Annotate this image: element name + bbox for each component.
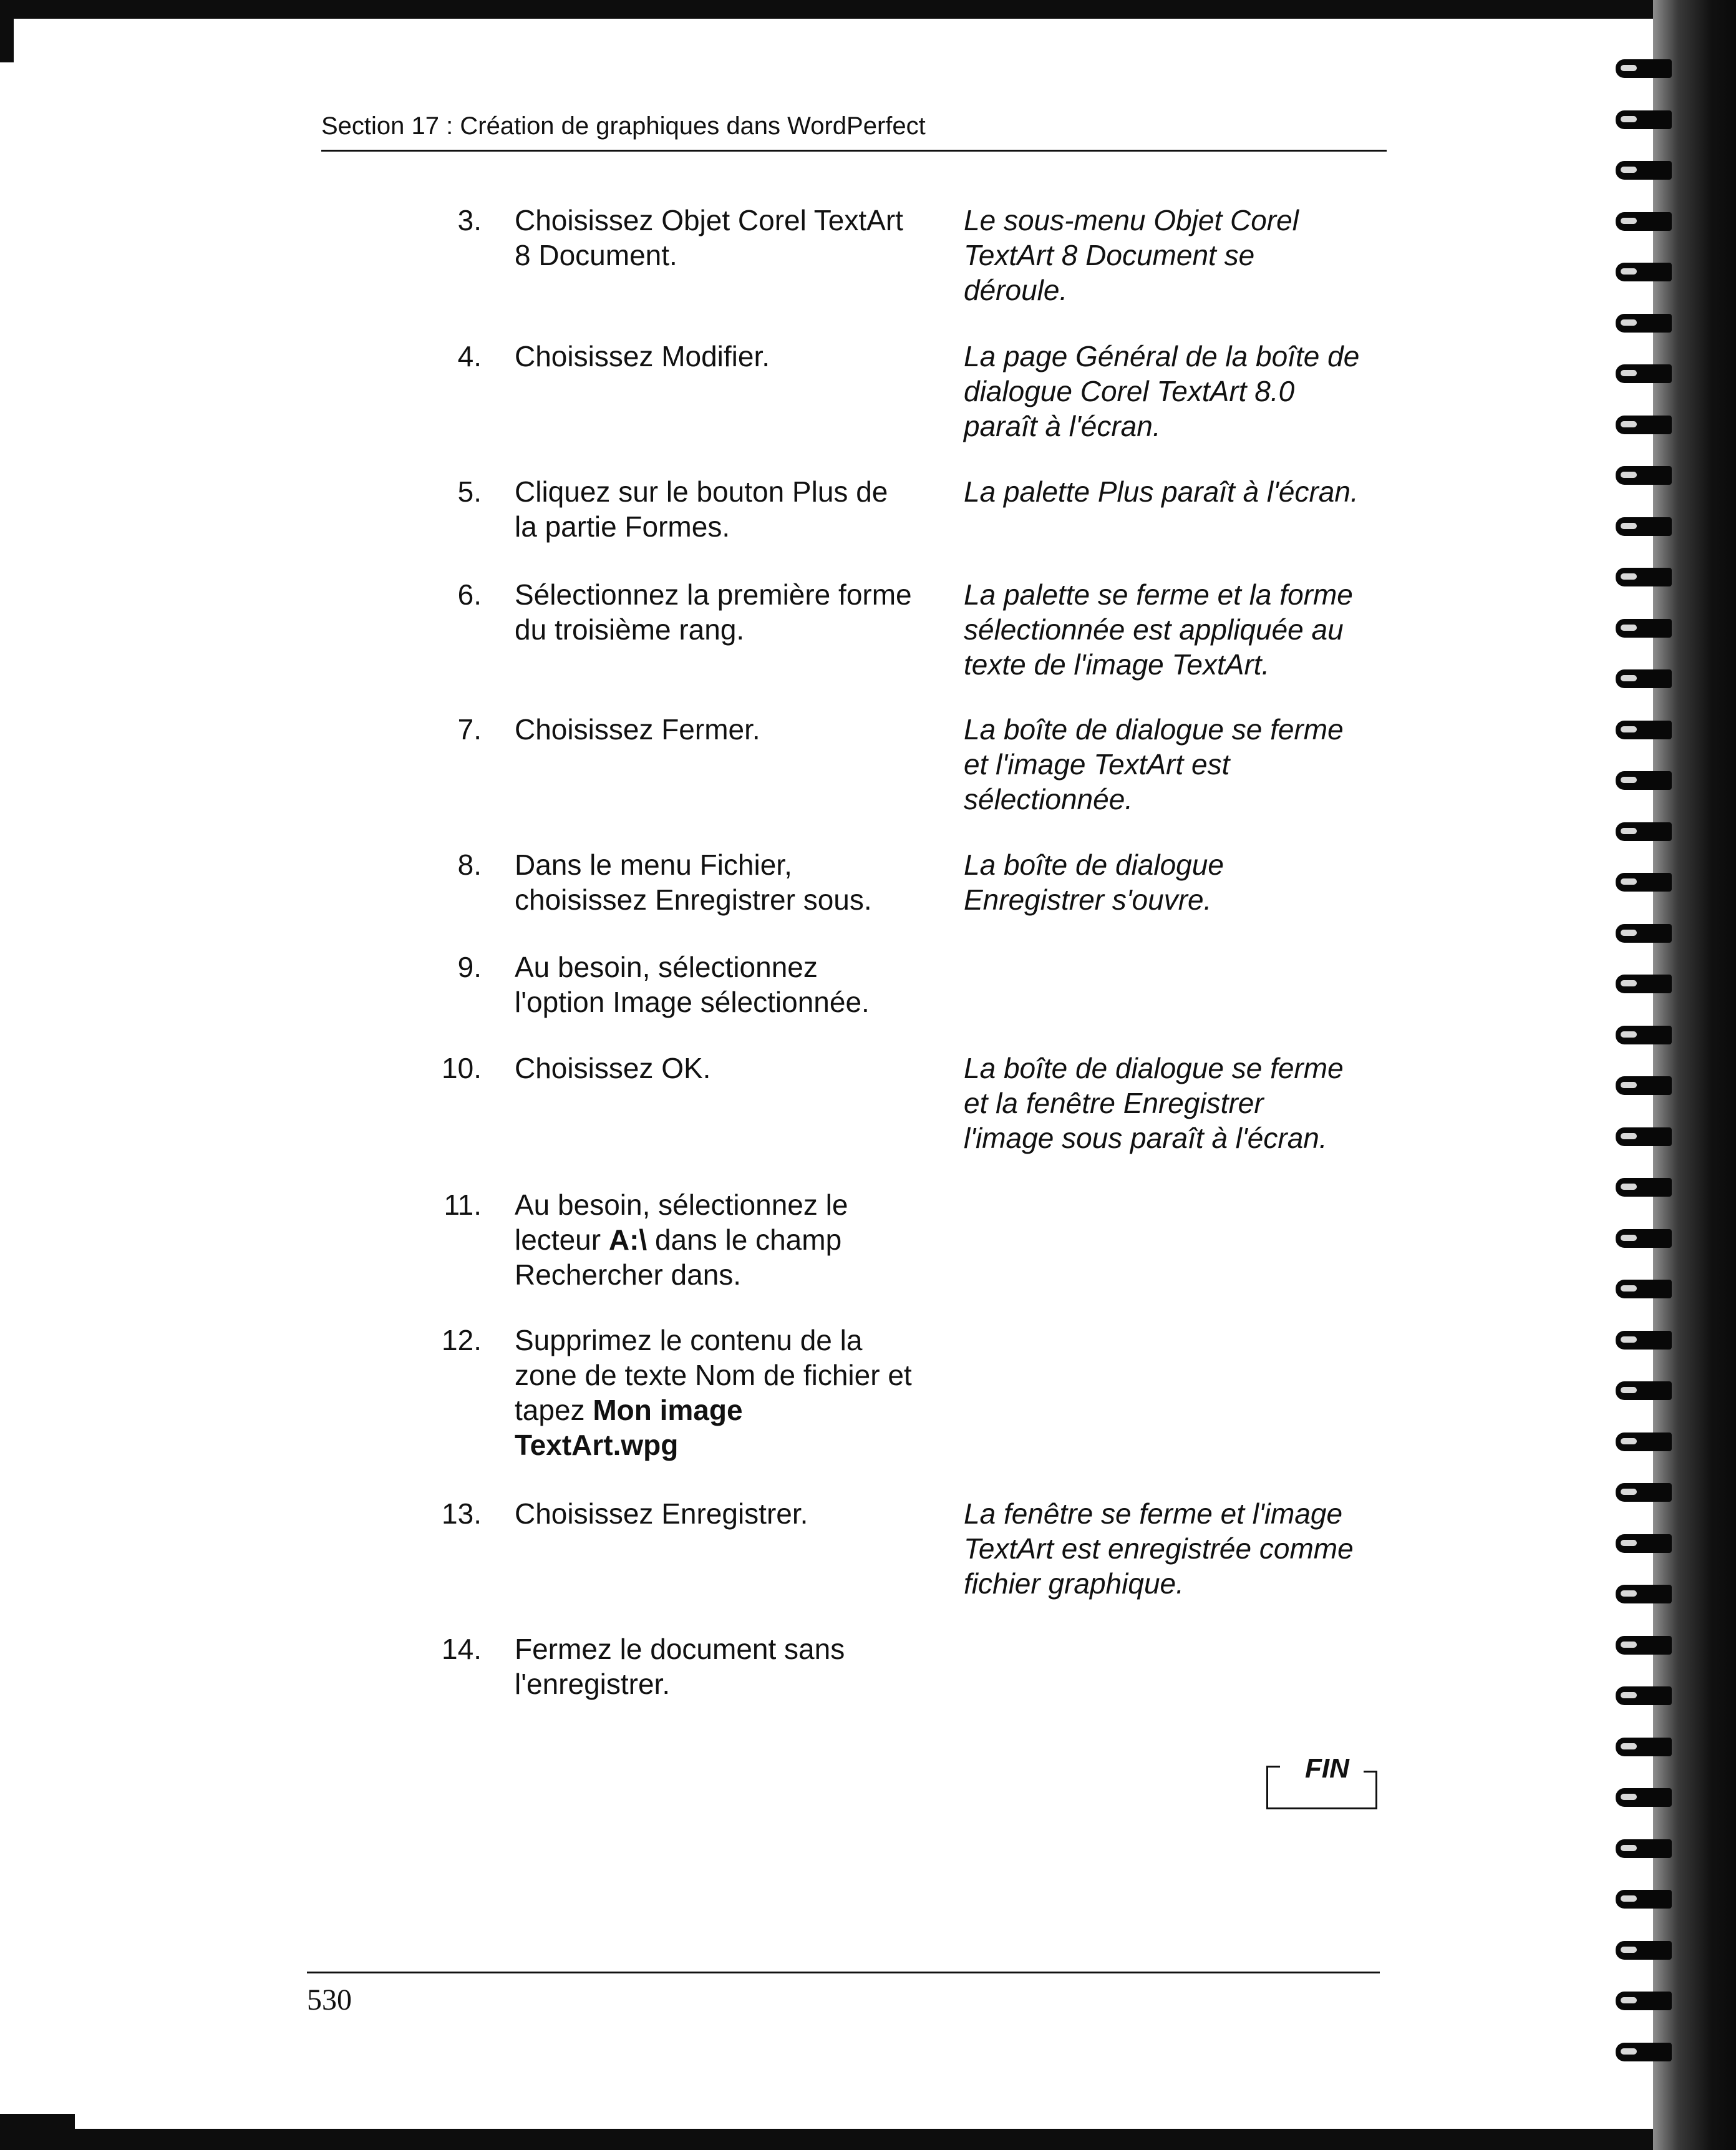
step-result: La palette Plus paraît à l'écran. (964, 475, 1359, 508)
step-instruction: Au besoin, sélectionnez l'option Image sélectionnée. (515, 951, 870, 1018)
binding-coil (1616, 263, 1672, 281)
binding-coil (1616, 1076, 1672, 1095)
step-number: 6. (457, 578, 482, 611)
step-result: La fenêtre se ferme et l'image TextArt est enregistrée comme fichier graphique. (964, 1497, 1354, 1600)
step-number: 5. (457, 475, 482, 508)
binding-coil (1616, 1585, 1672, 1603)
step-instruction: Choisissez Enregistrer. (515, 1497, 808, 1530)
binding-coil (1616, 1433, 1672, 1451)
scan-edge-bottom-corner (0, 2114, 75, 2129)
binding-coil (1616, 212, 1672, 231)
step-instruction: Cliquez sur le bouton Plus de la partie Formes. (515, 475, 888, 543)
scan-edge-corner (0, 19, 14, 62)
step-number: 13. (442, 1497, 482, 1530)
binding-coil (1616, 517, 1672, 536)
step-number: 14. (442, 1633, 482, 1665)
binding-coil (1616, 1992, 1672, 2010)
binding-coil (1616, 314, 1672, 333)
binding-coil (1616, 1788, 1672, 1807)
step-instruction: Choisissez OK. (515, 1052, 711, 1084)
binding-coil (1616, 1026, 1672, 1044)
binding-coil (1616, 975, 1672, 993)
step-result: La boîte de dialogue se ferme et la fenêtre Enregistrer l'image sous paraît à l'écran. (964, 1052, 1344, 1154)
page-header: Section 17 : Création de graphiques dans WordPerfect (321, 112, 926, 140)
binding-coil (1616, 364, 1672, 383)
step-result: La palette se ferme et la forme sélectionnée est appliquée au texte de l'image TextArt. (964, 578, 1353, 681)
step-result: La boîte de dialogue Enregistrer s'ouvre. (964, 849, 1224, 916)
step-number: 11. (444, 1189, 482, 1221)
binding-coil (1616, 1890, 1672, 1909)
binding-coil (1616, 1636, 1672, 1655)
binding-coil (1616, 1178, 1672, 1197)
binding-coil (1616, 1839, 1672, 1858)
binding-coil (1616, 771, 1672, 790)
binding-coil (1616, 873, 1672, 892)
step-number: 4. (457, 340, 482, 372)
step-instruction: Choisissez Objet Corel TextArt 8 Document. (515, 204, 903, 271)
end-marker-label: FIN (1305, 1753, 1349, 1784)
end-marker (1266, 1753, 1377, 1809)
step-instruction: Supprimez le contenu de la zone de texte Nom de fichier et tapez Mon image TextArt.wpg (515, 1324, 912, 1461)
header-rule (321, 150, 1387, 152)
scan-edge-top (0, 0, 1736, 19)
binding-coil (1616, 1229, 1672, 1248)
binding-coil (1616, 1331, 1672, 1350)
step-result: Le sous-menu Objet Corel TextArt 8 Document se déroule. (964, 204, 1299, 306)
binding-coil (1616, 466, 1672, 485)
binding-coil (1616, 1127, 1672, 1146)
binding-coil (1616, 568, 1672, 586)
binding-coil (1616, 1381, 1672, 1400)
footer-rule (307, 1972, 1380, 1973)
step-number: 8. (457, 849, 482, 881)
binding-coil (1616, 1941, 1672, 1960)
binding-coil (1616, 1686, 1672, 1705)
step-number: 3. (457, 204, 482, 236)
binding-coil (1616, 110, 1672, 129)
step-result: La boîte de dialogue se ferme et l'image TextArt est sélectionnée. (964, 713, 1344, 815)
step-instruction: Fermez le document sans l'enregistrer. (515, 1633, 845, 1700)
binding-coil (1616, 619, 1672, 638)
step-number: 9. (457, 951, 482, 983)
binding-coil (1616, 2043, 1672, 2061)
step-instruction: Au besoin, sélectionnez le lecteur A:\ dans le champ Rechercher dans. (515, 1189, 848, 1291)
step-instruction: Dans le menu Fichier, choisissez Enregistrer sous. (515, 849, 872, 916)
binding-coil (1616, 924, 1672, 943)
step-instruction: Choisissez Modifier. (515, 340, 770, 372)
scan-edge-bottom (0, 2129, 1736, 2150)
step-result: La page Général de la boîte de dialogue Corel TextArt 8.0 paraît à l'écran. (964, 340, 1360, 442)
binding-coil (1616, 1483, 1672, 1502)
step-instruction: Sélectionnez la première forme du troisième rang. (515, 578, 912, 646)
binding-coil (1616, 1738, 1672, 1756)
step-number: 10. (442, 1052, 482, 1084)
binding-coil (1616, 721, 1672, 739)
binding-coil (1616, 669, 1672, 688)
binding-coil (1616, 161, 1672, 180)
binding-coil (1616, 1534, 1672, 1553)
binding-coil (1616, 416, 1672, 434)
step-number: 7. (457, 713, 482, 746)
page-number: 530 (307, 1983, 352, 2016)
step-number: 12. (442, 1324, 482, 1356)
binding-coil (1616, 59, 1672, 78)
binding-coil (1616, 822, 1672, 841)
binding-coil (1616, 1280, 1672, 1298)
step-instruction: Choisissez Fermer. (515, 713, 760, 746)
